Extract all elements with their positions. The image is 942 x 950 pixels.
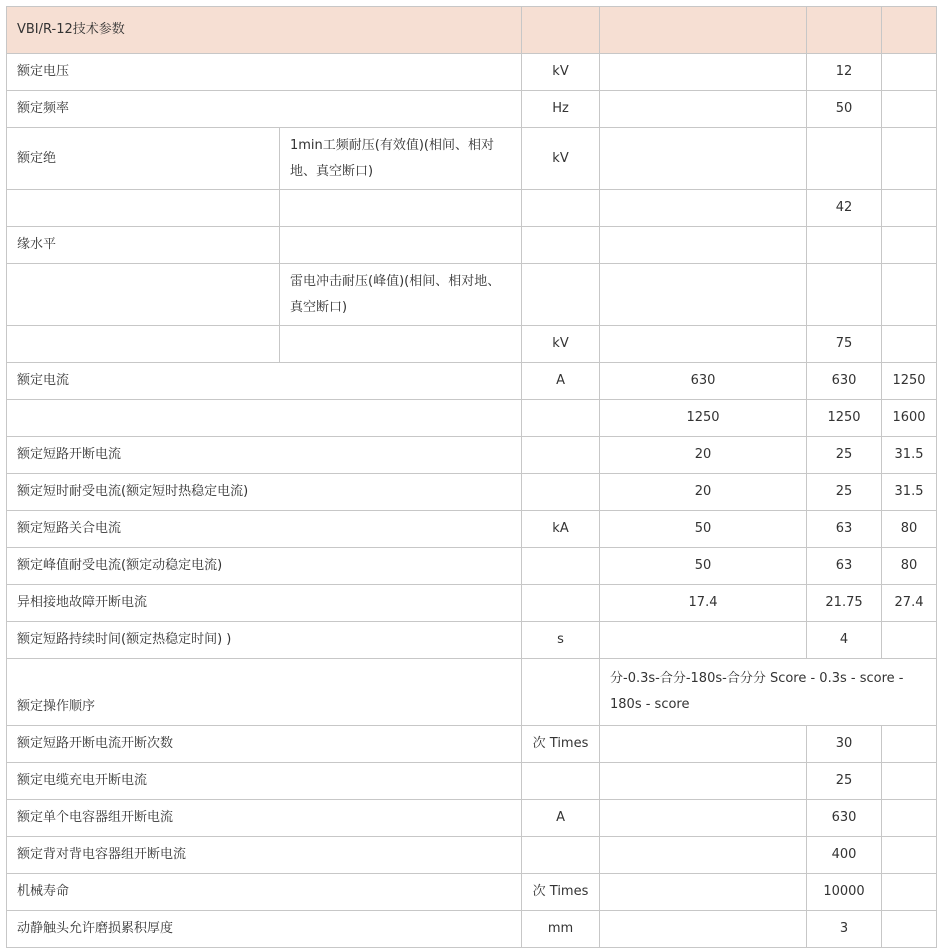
- param-label: 额定短时耐受电流(额定短时热稳定电流): [7, 474, 522, 511]
- value-cell: 25: [807, 437, 882, 474]
- unit-cell: s: [522, 622, 600, 659]
- table-row: [7, 363, 937, 400]
- value-cell: 3: [807, 911, 882, 948]
- table-row: [7, 726, 937, 763]
- value-cell: 20: [600, 474, 807, 511]
- value-cell: 30: [807, 726, 882, 763]
- unit-cell: [522, 659, 600, 726]
- value-cell: [600, 763, 807, 800]
- header-cell: [522, 7, 600, 54]
- value-cell: 80: [882, 548, 937, 585]
- value-cell: [882, 128, 937, 190]
- value-cell: 75: [807, 326, 882, 363]
- value-cell: [600, 54, 807, 91]
- table-row: [7, 622, 937, 659]
- unit-cell: [522, 837, 600, 874]
- unit-cell: Hz: [522, 91, 600, 128]
- table-row: [7, 54, 937, 91]
- value-cell: 63: [807, 511, 882, 548]
- param-label: 额定绝: [7, 128, 280, 190]
- value-cell: [600, 128, 807, 190]
- unit-cell: 次 Times: [522, 726, 600, 763]
- table-row: [7, 474, 937, 511]
- value-cell: 20: [600, 437, 807, 474]
- value-cell: 630: [600, 363, 807, 400]
- value-cell: 21.75: [807, 585, 882, 622]
- empty-cell: [7, 326, 280, 363]
- value-cell: 31.5: [882, 437, 937, 474]
- empty-cell: [280, 190, 522, 227]
- param-label: 动静触头允许磨损累积厚度: [7, 911, 522, 948]
- table-header-row: [7, 7, 937, 54]
- param-label: 额定频率: [7, 91, 522, 128]
- value-cell: [882, 874, 937, 911]
- value-cell: [600, 874, 807, 911]
- value-cell: 42: [807, 190, 882, 227]
- value-cell: [600, 91, 807, 128]
- value-cell: 630: [807, 800, 882, 837]
- table-row: [7, 264, 937, 326]
- unit-cell: [522, 548, 600, 585]
- empty-cell: [7, 190, 280, 227]
- table-row: [7, 585, 937, 622]
- table-title: VBI/R-12技术参数: [7, 7, 522, 54]
- header-cell: [600, 7, 807, 54]
- value-cell: 4: [807, 622, 882, 659]
- value-cell: 50: [600, 511, 807, 548]
- param-desc: 雷电冲击耐压(峰值)(相间、相对地、真空断口): [280, 264, 522, 326]
- unit-cell: [522, 585, 600, 622]
- param-label: 额定电压: [7, 54, 522, 91]
- empty-cell: [522, 264, 600, 326]
- param-label: 缘水平: [7, 227, 280, 264]
- table-row: [7, 400, 937, 437]
- param-label: 额定单个电容器组开断电流: [7, 800, 522, 837]
- table-row: [7, 911, 937, 948]
- value-cell: [882, 622, 937, 659]
- header-cell: [807, 7, 882, 54]
- param-label: 额定短路持续时间(额定热稳定时间) ): [7, 622, 522, 659]
- value-cell: 1250: [600, 400, 807, 437]
- param-label: 额定电缆充电开断电流: [7, 763, 522, 800]
- unit-cell: 次 Times: [522, 874, 600, 911]
- value-cell: [600, 911, 807, 948]
- value-cell: [882, 54, 937, 91]
- value-cell: [600, 227, 807, 264]
- value-cell: 27.4: [882, 585, 937, 622]
- unit-cell: A: [522, 363, 600, 400]
- value-cell: [600, 837, 807, 874]
- value-cell: [600, 264, 807, 326]
- value-cell: [882, 763, 937, 800]
- param-label: 额定背对背电容器组开断电流: [7, 837, 522, 874]
- param-label: 额定电流: [7, 363, 522, 400]
- value-cell: 400: [807, 837, 882, 874]
- empty-cell: [280, 227, 522, 264]
- value-cell: [600, 622, 807, 659]
- empty-cell: [7, 264, 280, 326]
- value-cell: [600, 800, 807, 837]
- value-cell: [882, 837, 937, 874]
- empty-cell: [280, 326, 522, 363]
- table-row: [7, 437, 937, 474]
- table-row: [7, 326, 937, 363]
- table-row: [7, 763, 937, 800]
- value-cell: [882, 726, 937, 763]
- operating-sequence-value: 分-0.3s-合分-180s-合分分 Score - 0.3s - score - 180s - score: [600, 659, 937, 726]
- spec-table: [6, 6, 937, 948]
- table-row: [7, 837, 937, 874]
- unit-cell: kV: [522, 128, 600, 190]
- empty-cell: [522, 400, 600, 437]
- unit-cell: [522, 437, 600, 474]
- empty-cell: [522, 227, 600, 264]
- unit-cell: mm: [522, 911, 600, 948]
- table-row: [7, 91, 937, 128]
- table-row: [7, 227, 937, 264]
- value-cell: 630: [807, 363, 882, 400]
- header-cell: [882, 7, 937, 54]
- value-cell: [807, 227, 882, 264]
- unit-cell: A: [522, 800, 600, 837]
- value-cell: [882, 227, 937, 264]
- value-cell: 80: [882, 511, 937, 548]
- value-cell: [882, 911, 937, 948]
- table-row: [7, 511, 937, 548]
- value-cell: [882, 190, 937, 227]
- table-row: [7, 800, 937, 837]
- unit-cell: [522, 474, 600, 511]
- empty-cell: [7, 400, 522, 437]
- value-cell: 1250: [807, 400, 882, 437]
- value-cell: [807, 264, 882, 326]
- value-cell: 25: [807, 474, 882, 511]
- value-cell: [600, 326, 807, 363]
- table-row: [7, 190, 937, 227]
- value-cell: [882, 800, 937, 837]
- param-label: 额定峰值耐受电流(额定动稳定电流): [7, 548, 522, 585]
- unit-cell: kV: [522, 326, 600, 363]
- value-cell: [882, 326, 937, 363]
- empty-cell: [522, 190, 600, 227]
- value-cell: [807, 128, 882, 190]
- value-cell: 50: [600, 548, 807, 585]
- value-cell: 25: [807, 763, 882, 800]
- unit-cell: kA: [522, 511, 600, 548]
- value-cell: 10000: [807, 874, 882, 911]
- value-cell: [882, 91, 937, 128]
- param-label: 额定短路开断电流开断次数: [7, 726, 522, 763]
- param-label: 额定短路开断电流: [7, 437, 522, 474]
- unit-cell: [522, 763, 600, 800]
- value-cell: 31.5: [882, 474, 937, 511]
- table-row: [7, 659, 937, 726]
- value-cell: [600, 726, 807, 763]
- table-row: [7, 548, 937, 585]
- param-label: 异相接地故障开断电流: [7, 585, 522, 622]
- value-cell: [882, 264, 937, 326]
- table-row: [7, 874, 937, 911]
- value-cell: 17.4: [600, 585, 807, 622]
- table-row: [7, 128, 937, 190]
- unit-cell: kV: [522, 54, 600, 91]
- param-desc: 1min工频耐压(有效值)(相间、相对地、真空断口): [280, 128, 522, 190]
- param-label: 额定操作顺序: [7, 659, 522, 726]
- value-cell: 1250: [882, 363, 937, 400]
- param-label: 额定短路关合电流: [7, 511, 522, 548]
- param-label: 机械寿命: [7, 874, 522, 911]
- value-cell: 63: [807, 548, 882, 585]
- value-cell: [600, 190, 807, 227]
- value-cell: 12: [807, 54, 882, 91]
- value-cell: 50: [807, 91, 882, 128]
- value-cell: 1600: [882, 400, 937, 437]
